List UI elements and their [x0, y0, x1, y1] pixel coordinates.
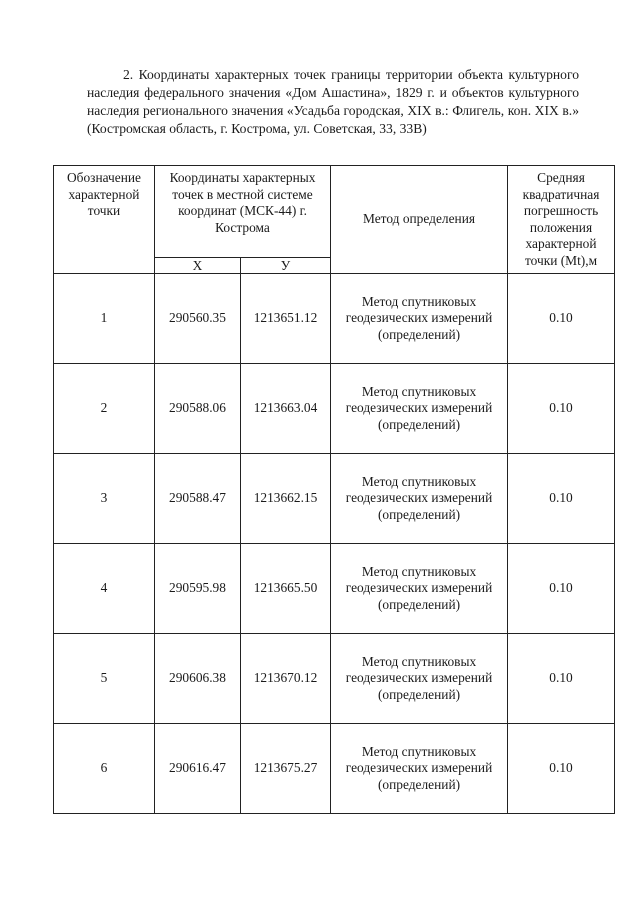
cell-x: 290616.47 — [155, 724, 241, 814]
header-mean-square-error: Средняя квадратичная погрешность положения характерной точки (Mt),м — [508, 166, 615, 274]
cell-method: Метод спутниковых геодезических измерений (определений) — [331, 454, 508, 544]
section-heading: 2. Координаты характерных точек границы территории объекта культурного наследия федерального значения «Дом Ашастина», 1829 г. и объектов культурного наследия регионального значения «Усадьба городская, XIX в.: Флигель, кон. XIX в.» (Костромская область, г. Кострома, ул. Советская, 33, 33В) — [87, 67, 579, 136]
cell-y: 1213662.15 — [241, 454, 331, 544]
table-row — [54, 724, 615, 814]
cell-y: 1213663.04 — [241, 364, 331, 454]
table-row — [54, 544, 615, 634]
cell-point: 3 — [54, 454, 155, 544]
table-row — [54, 634, 615, 724]
cell-error: 0.10 — [508, 724, 615, 814]
cell-point: 6 — [54, 724, 155, 814]
table-row — [54, 364, 615, 454]
cell-method: Метод спутниковых геодезических измерений (определений) — [331, 274, 508, 364]
cell-point: 5 — [54, 634, 155, 724]
cell-x: 290560.35 — [155, 274, 241, 364]
header-y: У — [241, 258, 331, 274]
cell-x: 290588.06 — [155, 364, 241, 454]
cell-method: Метод спутниковых геодезических измерений (определений) — [331, 544, 508, 634]
cell-method: Метод спутниковых геодезических измерений (определений) — [331, 364, 508, 454]
cell-error: 0.10 — [508, 634, 615, 724]
cell-point: 4 — [54, 544, 155, 634]
cell-error: 0.10 — [508, 274, 615, 364]
cell-point: 1 — [54, 274, 155, 364]
cell-y: 1213670.12 — [241, 634, 331, 724]
cell-y: 1213675.27 — [241, 724, 331, 814]
cell-error: 0.10 — [508, 544, 615, 634]
cell-x: 290606.38 — [155, 634, 241, 724]
cell-method: Метод спутниковых геодезических измерений (определений) — [331, 634, 508, 724]
header-x: Х — [155, 258, 241, 274]
cell-point: 2 — [54, 364, 155, 454]
cell-x: 290588.47 — [155, 454, 241, 544]
table-row — [54, 274, 615, 364]
cell-error: 0.10 — [508, 364, 615, 454]
cell-y: 1213665.50 — [241, 544, 331, 634]
table-row — [54, 454, 615, 544]
cell-error: 0.10 — [508, 454, 615, 544]
header-coordinates: Координаты характерных точек в местной системе координат (МСК-44) г. Кострома — [155, 166, 331, 258]
header-point-designation: Обозначение характерной точки — [54, 166, 155, 274]
header-method: Метод определения — [331, 166, 508, 274]
cell-y: 1213651.12 — [241, 274, 331, 364]
cell-method: Метод спутниковых геодезических измерений (определений) — [331, 724, 508, 814]
cell-x: 290595.98 — [155, 544, 241, 634]
coordinates-table — [53, 165, 615, 814]
